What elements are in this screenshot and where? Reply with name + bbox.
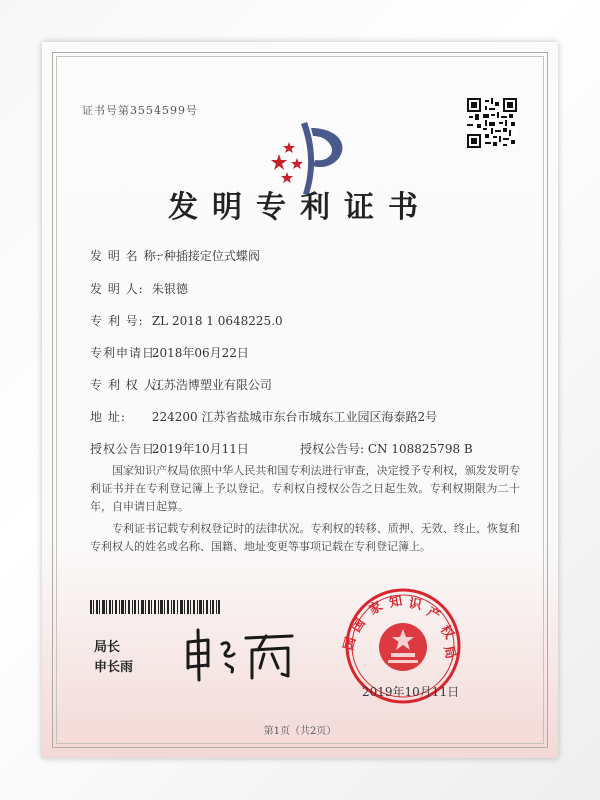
svg-text:权: 权 (436, 622, 457, 642)
certificate-title: 发明专利证书 (168, 190, 432, 225)
field-label: 专 利 号: (90, 314, 144, 328)
field-label: 授权公告日: (90, 442, 161, 456)
svg-text:局: 局 (440, 644, 458, 661)
qr-code-icon (467, 98, 517, 148)
field-value: 一种插接定位式蝶阀 (151, 249, 260, 263)
director-title: 局长 (94, 640, 121, 655)
field-address (90, 408, 437, 425)
page-number: 第1页（共2页） (263, 726, 337, 737)
field-invention-name (90, 247, 260, 264)
field-value: CN 108825798 B (367, 442, 473, 456)
field-value: 2019年10月11日 (151, 442, 249, 456)
svg-text:国: 国 (348, 616, 369, 636)
field-application-date (90, 344, 249, 361)
legal-status-statement: 专利证书记载专利权登记时的法律状况。专利权的转移、质押、无效、终止、恢复和专利权人的姓名或名称、国籍、地址变更等事项记载在专利登记簿上。 (90, 522, 520, 553)
barcode-icon (90, 600, 220, 614)
field-label: 地 址: (90, 410, 126, 424)
field-label: 专 利 权 人: (90, 378, 162, 392)
certificate-number: 证书号第3554599号 (82, 104, 198, 117)
field-label: 发 明 人: (90, 282, 144, 296)
svg-text:家: 家 (366, 598, 386, 619)
director-name: 申长雨 (94, 660, 134, 675)
field-value: 江苏浩博塑业有限公司 (151, 378, 272, 392)
field-label: 授权公告号: (300, 442, 365, 456)
grant-statement: 国家知识产权局依照中华人民共和国专利法进行审查，决定授予专利权，颁发发明专利证书并在专利登记簿上予以登记。专利权自授权公告之日起生效。专利权期限为二十年，自申请日起算。 (90, 464, 520, 513)
field-grant-date (90, 440, 249, 457)
field-patentee (90, 376, 272, 393)
certificate-paper (42, 42, 558, 758)
svg-text:国: 国 (341, 635, 360, 653)
field-label: 专利申请日: (90, 346, 161, 360)
director-signature-icon (180, 624, 300, 684)
seal-date: 2019年10月11日 (362, 685, 460, 699)
field-label: 发 明 名 称: (90, 249, 162, 263)
field-value: ZL 2018 1 0648225.0 (151, 314, 283, 328)
field-announcement-number (300, 440, 473, 457)
field-value: 朱银德 (151, 282, 188, 296)
field-patent-number (90, 312, 283, 329)
field-value: 224200 江苏省盐城市东台市城东工业园区海泰路2号 (151, 410, 438, 424)
field-inventor (90, 280, 188, 297)
svg-text:识: 识 (407, 596, 423, 614)
svg-text:产: 产 (424, 604, 443, 624)
field-value: 2018年06月22日 (151, 346, 249, 360)
svg-text:知: 知 (388, 593, 404, 611)
